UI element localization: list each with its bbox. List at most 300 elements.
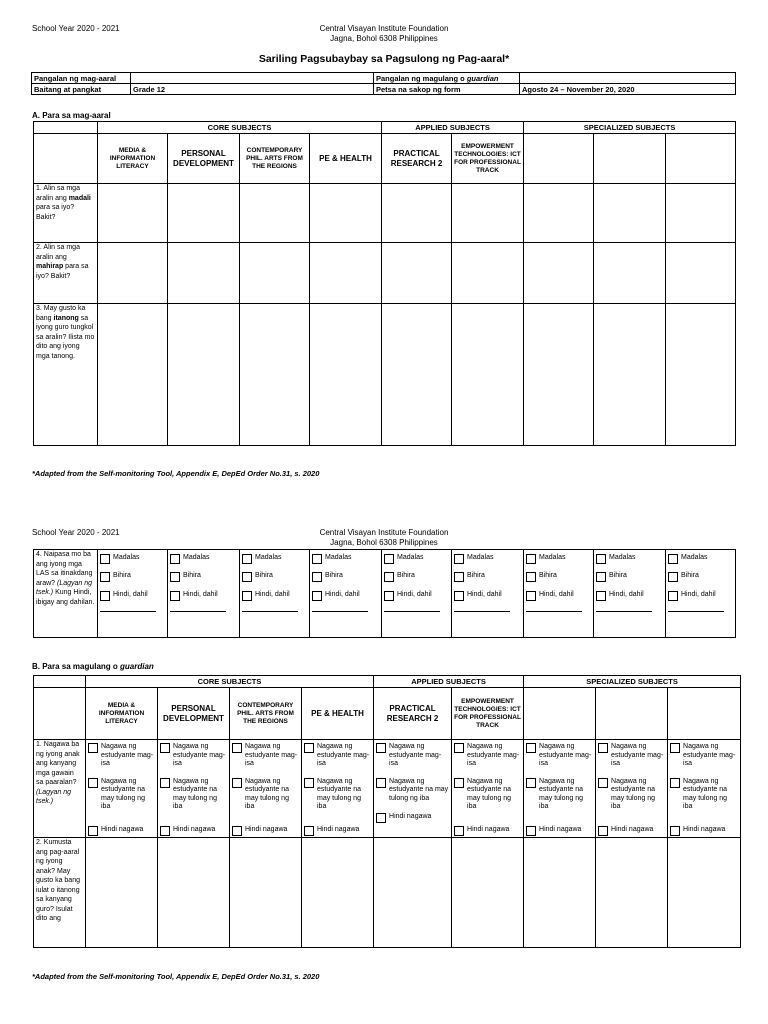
answer-cell[interactable] — [452, 243, 524, 304]
option-hindi[interactable] — [596, 591, 663, 601]
guardian-question-1-instruction: (Lagyan ng tsek.) — [36, 788, 72, 805]
option-label: Hindi nagawa — [683, 825, 726, 833]
checkbox-icon[interactable] — [88, 826, 98, 836]
answer-cell[interactable] — [596, 838, 668, 948]
option-label: Bihira — [325, 572, 343, 579]
guardian-question-1-cell — [34, 740, 86, 838]
checkbox-icon[interactable] — [454, 826, 464, 836]
checkbox-icon[interactable] — [100, 554, 110, 564]
answer-cell[interactable] — [230, 838, 302, 948]
section-b-title — [32, 662, 154, 671]
answer-cell[interactable] — [98, 243, 168, 304]
option-bihira[interactable] — [526, 572, 591, 582]
completion-options — [302, 740, 374, 838]
question-4-cell — [34, 550, 98, 638]
checkbox-icon[interactable] — [88, 743, 98, 753]
core-subjects-header: CORE SUBJECTS — [86, 676, 374, 688]
option-done-with-help[interactable] — [376, 778, 449, 804]
reason-blank-line[interactable] — [384, 611, 440, 612]
completion-options — [230, 740, 302, 838]
checkbox-icon[interactable] — [598, 826, 608, 836]
option-done-alone[interactable] — [598, 743, 665, 769]
las-submission-table — [33, 549, 736, 638]
option-bihira[interactable] — [384, 572, 449, 582]
answer-cell[interactable] — [452, 184, 524, 243]
completion-options — [86, 740, 158, 838]
checkbox-icon[interactable] — [376, 743, 386, 753]
checkbox-icon[interactable] — [670, 826, 680, 836]
specialized-subject-1 — [524, 134, 594, 184]
answer-cell[interactable] — [240, 243, 310, 304]
checkbox-icon[interactable] — [232, 743, 242, 753]
option-label: Hindi, dahil — [325, 591, 360, 598]
option-madalas[interactable] — [526, 554, 591, 564]
subject-pe-health: PE & HEALTH — [310, 134, 382, 184]
checkbox-icon[interactable] — [160, 826, 170, 836]
question-row-3 — [34, 304, 736, 446]
option-label: Nagawa ng estudyante mag-isa — [173, 743, 226, 767]
applied-subjects-header: APPLIED SUBJECTS — [374, 676, 524, 688]
corner-cell — [34, 134, 98, 184]
checkbox-icon[interactable] — [670, 778, 680, 788]
option-hindi[interactable] — [100, 591, 165, 601]
option-done-with-help[interactable] — [160, 778, 227, 812]
option-bihira[interactable] — [242, 572, 307, 582]
option-not-done[interactable] — [598, 826, 665, 836]
option-bihira[interactable] — [312, 572, 379, 582]
option-madalas[interactable] — [312, 554, 379, 564]
specialized-subject-1 — [524, 688, 596, 740]
section-a-title: A. Para sa mag-aaral — [32, 111, 111, 120]
option-madalas[interactable] — [454, 554, 521, 564]
option-hindi[interactable] — [454, 591, 521, 601]
checkbox-icon[interactable] — [526, 826, 536, 836]
checkbox-icon[interactable] — [384, 591, 394, 601]
option-label: Hindi nagawa — [101, 825, 144, 833]
core-subjects-header: CORE SUBJECTS — [98, 122, 382, 134]
option-label: Hindi, dahil — [183, 591, 218, 598]
question-4-text: Kung Hindi, ibigay ang dahilan. — [36, 589, 95, 606]
checkbox-icon[interactable] — [526, 554, 536, 564]
option-done-with-help[interactable] — [526, 778, 593, 812]
option-label: Bihira — [609, 572, 627, 579]
answer-cell[interactable] — [452, 304, 524, 446]
answer-cell[interactable] — [594, 184, 666, 243]
option-not-done[interactable] — [232, 826, 299, 836]
answer-cell[interactable] — [524, 243, 594, 304]
checkbox-icon[interactable] — [454, 591, 464, 601]
reason-blank-line[interactable] — [100, 611, 156, 612]
checkbox-icon[interactable] — [596, 554, 606, 564]
option-not-done[interactable] — [376, 813, 449, 823]
option-done-with-help[interactable] — [88, 778, 155, 812]
institution-address: Jagna, Bohol 6308 Philippines — [330, 538, 438, 547]
option-label: Hindi, dahil — [609, 591, 644, 598]
checkbox-icon[interactable] — [526, 778, 536, 788]
reason-blank-line[interactable] — [596, 611, 652, 612]
completion-options — [596, 740, 668, 838]
option-madalas[interactable] — [384, 554, 449, 564]
option-label: Bihira — [183, 572, 201, 579]
answer-cell[interactable] — [666, 304, 736, 446]
reason-blank-line[interactable] — [526, 611, 582, 612]
guardian-question-row-1 — [34, 740, 741, 838]
option-label: Hindi nagawa — [611, 825, 654, 833]
form-title: Sariling Pagsubaybay sa Pagsulong ng Pag-aaral* — [258, 53, 510, 65]
option-hindi[interactable] — [384, 591, 449, 601]
corner-cell — [34, 688, 86, 740]
checkbox-icon[interactable] — [312, 591, 322, 601]
option-bihira[interactable] — [454, 572, 521, 582]
checkbox-icon[interactable] — [312, 572, 322, 582]
option-label: Madalas — [609, 554, 636, 561]
checkbox-icon[interactable] — [170, 572, 180, 582]
checkbox-icon[interactable] — [596, 591, 606, 601]
option-done-alone[interactable] — [88, 743, 155, 769]
checkbox-icon[interactable] — [242, 591, 252, 601]
option-label: Hindi nagawa — [467, 825, 510, 833]
option-not-done[interactable] — [160, 826, 227, 836]
checkbox-icon[interactable] — [170, 591, 180, 601]
checkbox-icon[interactable] — [454, 572, 464, 582]
option-madalas[interactable] — [170, 554, 237, 564]
option-label: Madalas — [325, 554, 352, 561]
option-done-alone[interactable] — [670, 743, 738, 769]
option-done-with-help[interactable] — [598, 778, 665, 812]
option-not-done[interactable] — [454, 826, 521, 836]
option-label: Nagawa ng estudyante na may tulong ng iba — [317, 777, 361, 810]
option-done-with-help[interactable] — [670, 778, 738, 812]
question-3-keyword: itanong — [53, 314, 79, 322]
student-name-label: Pangalan ng mag-aaral — [32, 73, 131, 84]
parent-name-label: Pangalan ng magulang o guardian — [374, 73, 520, 84]
option-label: Nagawa ng estudyante mag-isa — [467, 743, 520, 767]
option-label: Hindi nagawa — [539, 825, 582, 833]
completion-options — [158, 740, 230, 838]
institution-address: Jagna, Bohol 6308 Philippines — [330, 34, 438, 43]
option-label: Bihira — [467, 572, 485, 579]
answer-cell[interactable] — [524, 304, 594, 446]
option-label: Nagawa ng estudyante mag-isa — [611, 743, 664, 767]
question-1-text: 1. Alin sa mga aralin ang — [36, 185, 80, 202]
question-2-cell — [34, 243, 98, 304]
option-label: Nagawa ng estudyante mag-isa — [317, 743, 370, 767]
option-label: Nagawa ng estudyante na may tulong ng iba — [245, 777, 289, 810]
option-bihira[interactable] — [170, 572, 237, 582]
completion-options — [524, 740, 596, 838]
frequency-options — [310, 550, 382, 638]
school-year-label: School Year 2020 - 2021 — [32, 528, 120, 537]
question-row-1 — [34, 184, 736, 243]
subject-practical-research: PRACTICAL RESEARCH 2 — [382, 134, 452, 184]
option-label: Bihira — [539, 572, 557, 579]
section-b-guardian: guardian — [120, 662, 154, 671]
checkbox-icon[interactable] — [526, 572, 536, 582]
section-b-text: B. Para sa magulang o — [32, 662, 121, 671]
checkbox-icon[interactable] — [596, 572, 606, 582]
frequency-options — [98, 550, 168, 638]
answer-cell[interactable] — [98, 304, 168, 446]
option-label: Nagawa ng estudyante na may tulong ng iba — [173, 777, 217, 810]
corner-cell — [34, 122, 98, 134]
subject-mil: MEDIA & INFORMATION LITERACY — [98, 134, 168, 184]
option-label: Madalas — [255, 554, 282, 561]
question-4-instruction: (Lagyan ng tsek.) — [36, 579, 93, 596]
guardian-subjects-table — [33, 675, 741, 948]
answer-cell[interactable] — [666, 184, 736, 243]
checkbox-icon[interactable] — [242, 554, 252, 564]
subject-mil: MEDIA & INFORMATION LITERACY — [86, 688, 158, 740]
answer-cell[interactable] — [310, 184, 382, 243]
answer-cell[interactable] — [86, 838, 158, 948]
institution-header — [284, 528, 484, 548]
specialized-subject-2 — [594, 134, 666, 184]
question-row-4 — [34, 550, 736, 638]
option-label: Hindi, dahil — [467, 591, 502, 598]
specialized-subject-3 — [668, 688, 741, 740]
checkbox-icon[interactable] — [160, 778, 170, 788]
frequency-options — [382, 550, 452, 638]
option-label: Bihira — [255, 572, 273, 579]
option-bihira[interactable] — [668, 572, 733, 582]
checkbox-icon[interactable] — [100, 572, 110, 582]
checkbox-icon[interactable] — [304, 778, 314, 788]
option-done-with-help[interactable] — [232, 778, 299, 812]
option-madalas[interactable] — [668, 554, 733, 564]
checkbox-icon[interactable] — [88, 778, 98, 788]
checkbox-icon[interactable] — [100, 591, 110, 601]
answer-cell[interactable] — [302, 838, 374, 948]
question-2-text: 2. Alin sa mga aralin ang — [36, 244, 80, 261]
option-madalas[interactable] — [100, 554, 165, 564]
option-label: Nagawa ng estudyante na may tulong ng iba — [539, 777, 584, 810]
option-label: Nagawa ng estudyante na may tulong ng iba — [467, 777, 511, 810]
frequency-options — [240, 550, 310, 638]
answer-cell[interactable] — [310, 243, 382, 304]
option-done-with-help[interactable] — [304, 778, 371, 812]
option-label: Nagawa ng estudyante na may tulong ng iba — [683, 777, 728, 810]
institution-name: Central Visayan Institute Foundation — [319, 528, 449, 537]
option-done-alone[interactable] — [160, 743, 227, 769]
institution-header — [284, 24, 484, 44]
answer-cell[interactable] — [452, 838, 524, 948]
option-label: Nagawa ng estudyante mag-isa — [389, 743, 442, 767]
checkbox-icon[interactable] — [304, 743, 314, 753]
grade-label: Baitang at pangkat — [32, 84, 131, 95]
option-done-with-help[interactable] — [454, 778, 521, 812]
answer-cell[interactable] — [594, 304, 666, 446]
option-label: Nagawa ng estudyante na may tulong ng iba — [389, 777, 449, 802]
option-label: Madalas — [183, 554, 210, 561]
question-1-keyword: madali — [68, 194, 91, 202]
checkbox-icon[interactable] — [232, 826, 242, 836]
option-label: Hindi, dahil — [681, 591, 716, 598]
option-not-done[interactable] — [88, 826, 155, 836]
option-label: Nagawa ng estudyante na may tulong ng iba — [611, 777, 656, 810]
checkbox-icon[interactable] — [312, 554, 322, 564]
guardian-question-2-cell: 2. Kumusta ang pag-aaral ng iyong anak? May gusto ka bang iulat o itanong sa kanyang guro? Isulat dito ang — [34, 838, 86, 948]
answer-cell[interactable] — [158, 838, 230, 948]
subject-pd: PERSONAL DEVELOPMENT — [168, 134, 240, 184]
option-label: Hindi, dahil — [113, 591, 148, 598]
option-label: Madalas — [681, 554, 708, 561]
checkbox-icon[interactable] — [384, 572, 394, 582]
checkbox-icon[interactable] — [670, 743, 680, 753]
question-row-2 — [34, 243, 736, 304]
checkbox-icon[interactable] — [384, 554, 394, 564]
question-1-cell — [34, 184, 98, 243]
student-name-field[interactable] — [131, 73, 374, 84]
option-done-alone[interactable] — [454, 743, 521, 769]
question-3-cell — [34, 304, 98, 446]
checkbox-icon[interactable] — [454, 743, 464, 753]
checkbox-icon[interactable] — [160, 743, 170, 753]
option-label: Hindi, dahil — [539, 591, 574, 598]
answer-cell[interactable] — [382, 243, 452, 304]
checkbox-icon[interactable] — [668, 572, 678, 582]
option-done-alone[interactable] — [232, 743, 299, 769]
option-not-done[interactable] — [304, 826, 371, 836]
answer-cell[interactable] — [168, 243, 240, 304]
completion-options — [374, 740, 452, 838]
subject-cpar: CONTEMPORARY PHIL. ARTS FROM THE REGIONS — [240, 134, 310, 184]
subject-pe-health: PE & HEALTH — [302, 688, 374, 740]
answer-cell[interactable] — [168, 184, 240, 243]
date-covered-value[interactable]: Agosto 24 – November 20, 2020 — [520, 84, 736, 95]
option-madalas[interactable] — [242, 554, 307, 564]
option-done-alone[interactable] — [526, 743, 593, 769]
option-label: Hindi, dahil — [397, 591, 432, 598]
option-bihira[interactable] — [100, 572, 165, 582]
option-label: Hindi nagawa — [317, 825, 360, 833]
guardian-question-1-text: 1. Nagawa ba ng iyong anak ang kanyang mga gawain sa paaralan? — [36, 741, 80, 786]
option-hindi[interactable] — [312, 591, 379, 601]
checkbox-icon[interactable] — [376, 778, 386, 788]
answer-cell[interactable] — [594, 243, 666, 304]
reason-blank-line[interactable] — [242, 611, 298, 612]
subject-empowerment-tech: EMPOWERMENT TECHNOLOGIES: ICT FOR PROFESSIONAL TRACK — [452, 688, 524, 740]
checkbox-icon[interactable] — [454, 778, 464, 788]
option-label: Madalas — [467, 554, 494, 561]
grade-value[interactable]: Grade 12 — [131, 84, 374, 95]
option-label: Madalas — [397, 554, 424, 561]
checkbox-icon[interactable] — [526, 591, 536, 601]
answer-cell[interactable] — [240, 304, 310, 446]
frequency-options — [524, 550, 594, 638]
option-done-alone[interactable] — [304, 743, 371, 769]
option-label: Nagawa ng estudyante mag-isa — [539, 743, 592, 767]
checkbox-icon[interactable] — [668, 554, 678, 564]
option-done-alone[interactable] — [376, 743, 449, 769]
option-label: Hindi nagawa — [245, 825, 288, 833]
checkbox-icon[interactable] — [598, 743, 608, 753]
answer-cell[interactable] — [310, 304, 382, 446]
checkbox-icon[interactable] — [304, 826, 314, 836]
answer-cell[interactable] — [668, 838, 741, 948]
question-4-text: 4. Naipasa mo ba ang iyong mga LAS sa itinakdang araw? — [36, 551, 93, 587]
student-info-table — [31, 72, 736, 95]
checkbox-icon[interactable] — [668, 591, 678, 601]
frequency-options — [594, 550, 666, 638]
answer-cell[interactable] — [524, 838, 596, 948]
reason-blank-line[interactable] — [170, 611, 226, 612]
option-label: Bihira — [681, 572, 699, 579]
reason-blank-line[interactable] — [312, 611, 368, 612]
answer-cell[interactable] — [240, 184, 310, 243]
option-not-done[interactable] — [526, 826, 593, 836]
option-hindi[interactable] — [242, 591, 307, 601]
option-label: Nagawa ng estudyante na may tulong ng iba — [101, 777, 145, 810]
question-1-text: para sa iyo? Bakit? — [36, 204, 75, 221]
checkbox-icon[interactable] — [598, 778, 608, 788]
option-hindi[interactable] — [170, 591, 237, 601]
option-not-done[interactable] — [670, 826, 738, 836]
option-label: Nagawa ng estudyante mag-isa — [101, 743, 154, 767]
option-hindi[interactable] — [526, 591, 591, 601]
checkbox-icon[interactable] — [232, 778, 242, 788]
answer-cell[interactable] — [382, 184, 452, 243]
answer-cell[interactable] — [524, 184, 594, 243]
option-label: Hindi nagawa — [173, 825, 216, 833]
footnote-page-1: *Adapted from the Self-monitoring Tool, Appendix E, DepEd Order No.31, s. 2020 — [32, 469, 320, 478]
completion-options — [452, 740, 524, 838]
option-bihira[interactable] — [596, 572, 663, 582]
parent-name-field[interactable] — [520, 73, 736, 84]
specialized-subject-3 — [666, 134, 736, 184]
answer-cell[interactable] — [374, 838, 452, 948]
question-3-text: 3. May gusto ka bang — [36, 305, 86, 322]
option-label: Nagawa ng estudyante mag-isa — [683, 743, 736, 767]
student-subjects-table — [33, 121, 736, 446]
specialized-subjects-header: SPECIALIZED SUBJECTS — [524, 122, 736, 134]
option-label: Bihira — [113, 572, 131, 579]
reason-blank-line[interactable] — [668, 611, 724, 612]
reason-blank-line[interactable] — [454, 611, 510, 612]
checkbox-icon[interactable] — [242, 572, 252, 582]
footnote-page-2: *Adapted from the Self-monitoring Tool, Appendix E, DepEd Order No.31, s. 2020 — [32, 972, 320, 981]
specialized-subject-2 — [596, 688, 668, 740]
option-hindi[interactable] — [668, 591, 733, 601]
checkbox-icon[interactable] — [376, 813, 386, 823]
option-label: Nagawa ng estudyante mag-isa — [245, 743, 298, 767]
question-2-keyword: mahirap — [36, 263, 64, 270]
checkbox-icon[interactable] — [526, 743, 536, 753]
option-label: Bihira — [397, 572, 415, 579]
institution-name: Central Visayan Institute Foundation — [319, 24, 449, 33]
completion-options — [668, 740, 741, 838]
frequency-options — [452, 550, 524, 638]
subject-practical-research: PRACTICAL RESEARCH 2 — [374, 688, 452, 740]
answer-cell[interactable] — [98, 184, 168, 243]
checkbox-icon[interactable] — [170, 554, 180, 564]
subject-cpar: CONTEMPORARY PHIL. ARTS FROM THE REGIONS — [230, 688, 302, 740]
option-label: Hindi, dahil — [255, 591, 290, 598]
checkbox-icon[interactable] — [454, 554, 464, 564]
answer-cell[interactable] — [168, 304, 240, 446]
option-label: Madalas — [539, 554, 566, 561]
answer-cell[interactable] — [666, 243, 736, 304]
question-3-text: sa iyong guro tungkol sa aralin? Ilista mo dito ang iyong mga tanong. — [36, 314, 95, 360]
corner-cell — [34, 676, 86, 688]
frequency-options — [666, 550, 736, 638]
date-covered-label: Petsa na sakop ng form — [374, 84, 520, 95]
answer-cell[interactable] — [382, 304, 452, 446]
option-madalas[interactable] — [596, 554, 663, 564]
option-label: Madalas — [113, 554, 140, 561]
frequency-options — [168, 550, 240, 638]
question-2-text: para sa iyo? Bakit? — [36, 263, 89, 280]
guardian-question-row-2 — [34, 838, 741, 948]
